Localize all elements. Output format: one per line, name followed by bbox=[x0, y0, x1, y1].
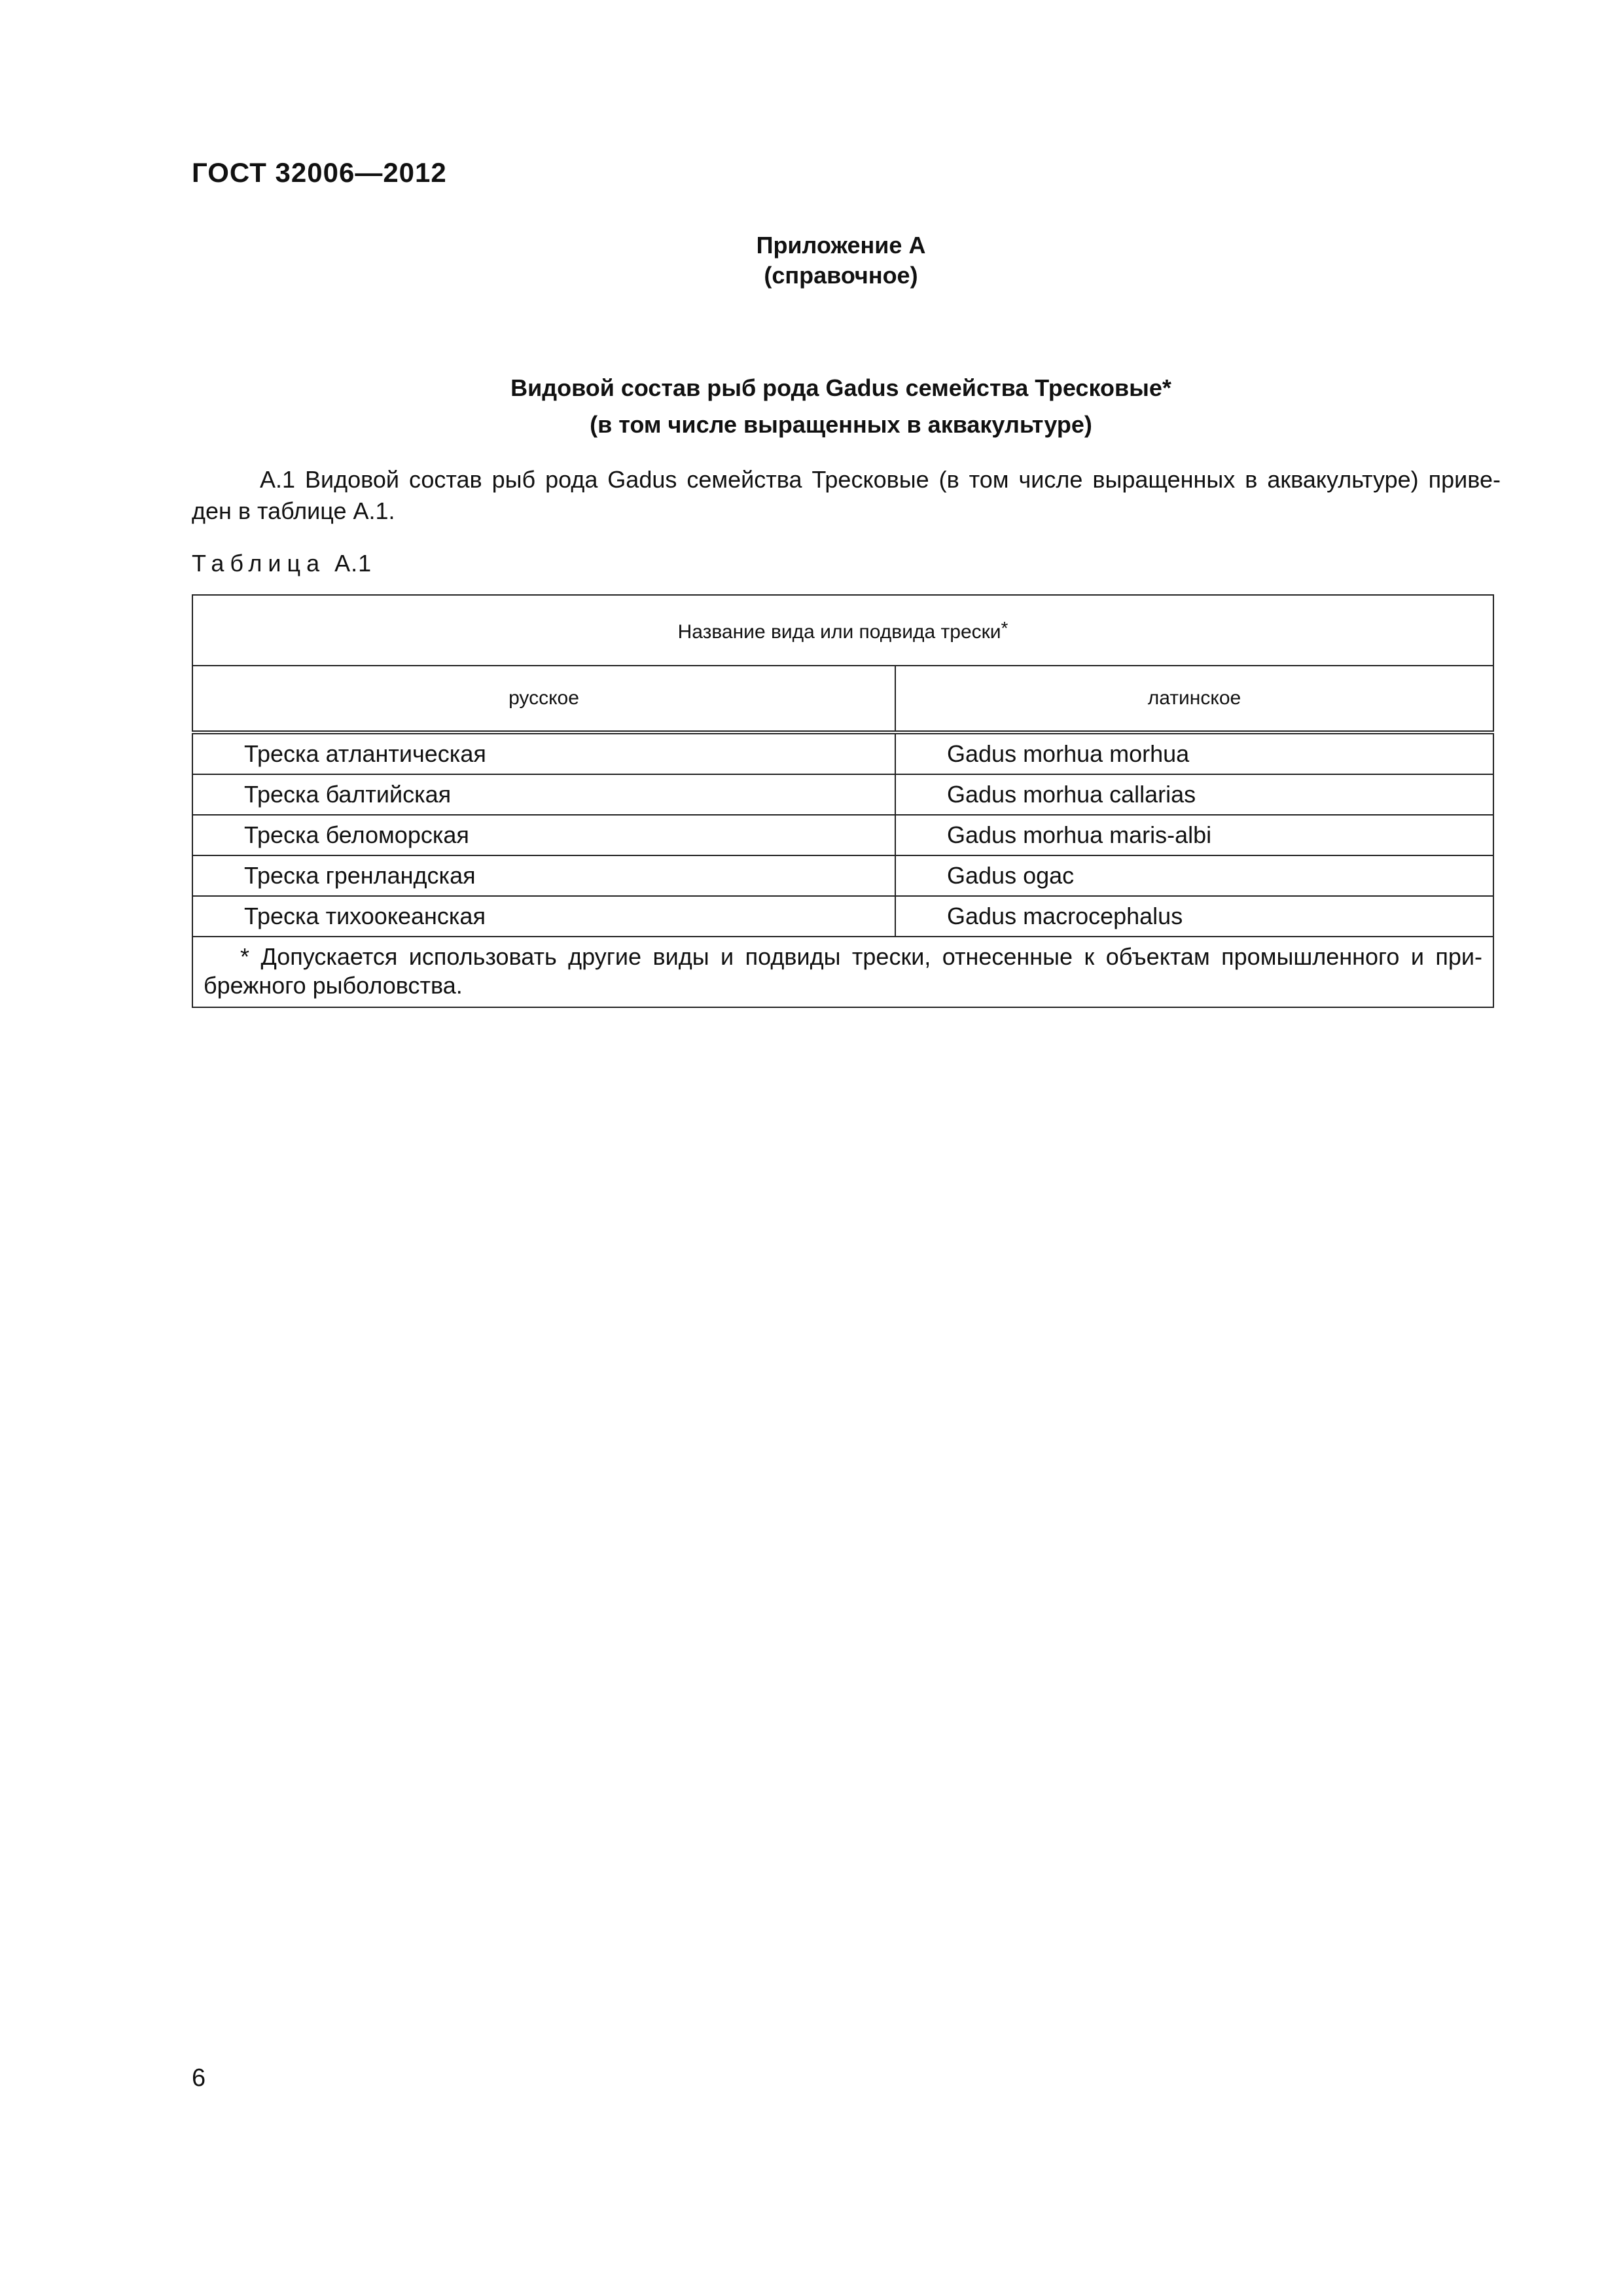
table-row bbox=[192, 815, 1493, 855]
paragraph-line1: А.1 Видовой состав рыб рода Gadus семейства Тресковые (в том числе выращенных в аквакультуре) приве- bbox=[260, 466, 1501, 493]
table-footnote-row bbox=[192, 937, 1493, 1007]
table-header-main-text: Название вида или подвида трески bbox=[677, 620, 1001, 643]
cell-latin-name: Gadus macrocephalus bbox=[895, 896, 1493, 937]
cell-russian-name: Треска тихоокеанская bbox=[192, 896, 895, 937]
section-title-line2: (в том числе выращенных в аквакультуре) bbox=[590, 411, 1092, 438]
cell-latin-name: Gadus morhua maris-albi bbox=[895, 815, 1493, 855]
cell-latin-name: Gadus morhua morhua bbox=[895, 732, 1493, 774]
column-header-latin: латинское bbox=[895, 666, 1493, 732]
section-title-line1: Видовой состав рыб рода Gadus семейства Тресковые* bbox=[510, 374, 1171, 401]
table-header-footnote-mark: * bbox=[1001, 617, 1008, 638]
cell-latin-name: Gadus ogac bbox=[895, 855, 1493, 896]
appendix-title: Приложение А bbox=[756, 232, 926, 259]
species-table bbox=[192, 594, 1494, 1008]
table-footnote-text: * Допускается использовать другие виды и подвиды трески, отнесенные к объектам промышленного и при-брежного рыболовства. bbox=[204, 943, 1482, 999]
table-label bbox=[192, 550, 372, 577]
cell-russian-name: Треска беломорская bbox=[192, 815, 895, 855]
column-header-russian: русское bbox=[192, 666, 895, 732]
cell-russian-name: Треска атлантическая bbox=[192, 732, 895, 774]
table-row bbox=[192, 732, 1493, 774]
table-header-main bbox=[192, 595, 1493, 666]
table-label-word: Таблица bbox=[192, 550, 326, 577]
document-code: ГОСТ 32006—2012 bbox=[192, 157, 447, 188]
page-number: 6 bbox=[192, 2064, 206, 2092]
table-header-row bbox=[192, 595, 1493, 666]
table-column-header-row bbox=[192, 666, 1493, 732]
cell-russian-name: Треска балтийская bbox=[192, 774, 895, 815]
cell-russian-name: Треска гренландская bbox=[192, 855, 895, 896]
table-row bbox=[192, 774, 1493, 815]
paragraph-line2: ден в таблице А.1. bbox=[192, 497, 395, 524]
table-label-number: А.1 bbox=[334, 550, 372, 577]
table-row bbox=[192, 896, 1493, 937]
appendix-type: (справочное) bbox=[764, 262, 918, 289]
table-row bbox=[192, 855, 1493, 896]
table-footnote bbox=[192, 937, 1493, 1007]
cell-latin-name: Gadus morhua callarias bbox=[895, 774, 1493, 815]
